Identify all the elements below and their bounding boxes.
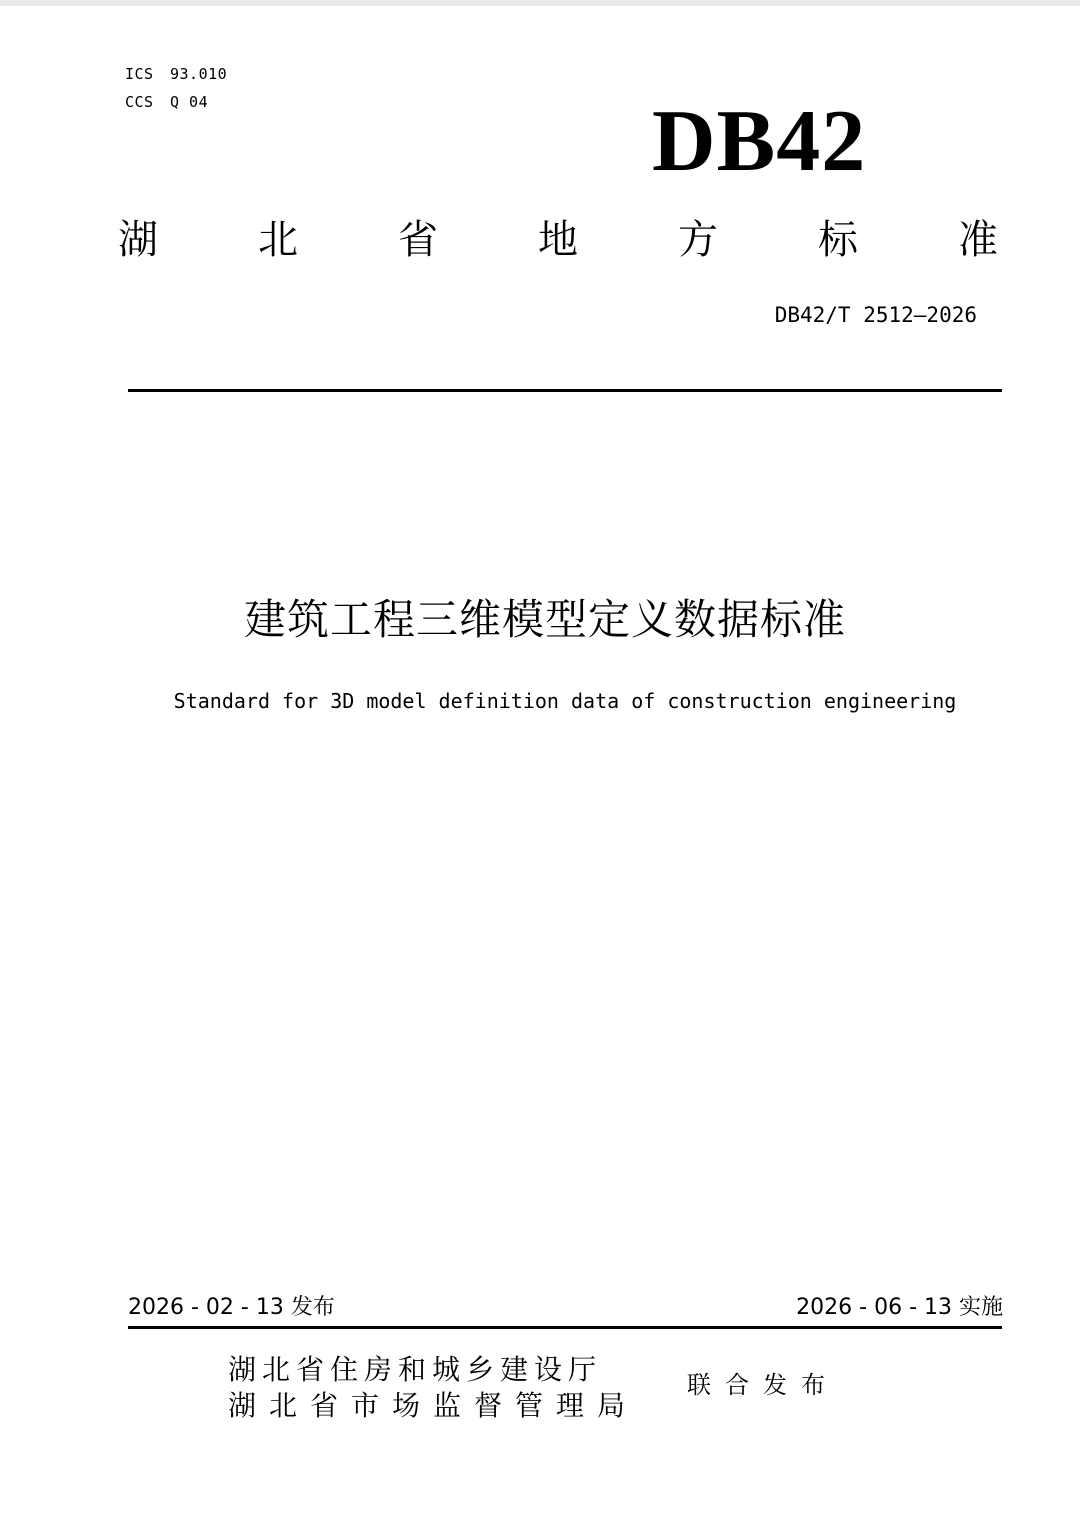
heading-char: 方	[678, 217, 718, 263]
joint-release-label: 联合发布	[687, 1371, 839, 1399]
heading-char: 湖	[118, 217, 158, 263]
classification-codes	[125, 60, 227, 116]
document-title-en: Standard for 3D model definition data of construction engineering	[173, 689, 957, 713]
ics-label: ICS	[125, 65, 154, 83]
document-title-cn: 建筑工程三维模型定义数据标准	[243, 595, 846, 644]
issuer-market-regulation: 湖北省市场监督管理局	[228, 1389, 639, 1422]
ccs-value: Q 04	[170, 93, 209, 111]
issue-date: 2026 - 02 - 13 发布	[128, 1295, 335, 1320]
implementation-date: 2026 - 06 - 13 实施	[796, 1295, 1003, 1320]
standard-code: DB42/T 2512—2026	[774, 303, 977, 327]
issuer-housing-department: 湖北省住房和城乡建设厅	[228, 1353, 603, 1386]
ics-row	[125, 60, 227, 88]
ccs-row	[125, 88, 227, 116]
heading-char: 省	[398, 217, 438, 263]
heading-char: 北	[258, 217, 298, 263]
heading-char: 准	[958, 217, 998, 263]
heading-char: 地	[538, 217, 578, 263]
standard-logo: DB42	[652, 93, 867, 190]
ccs-label: CCS	[125, 93, 154, 111]
ics-value: 93.010	[170, 65, 228, 83]
heading-char: 标	[818, 217, 858, 263]
standard-type-heading	[118, 214, 998, 266]
footer-divider	[128, 1326, 1002, 1329]
issuing-authorities	[228, 1352, 638, 1424]
header-divider	[128, 389, 1002, 392]
top-edge-bar	[0, 0, 1080, 6]
